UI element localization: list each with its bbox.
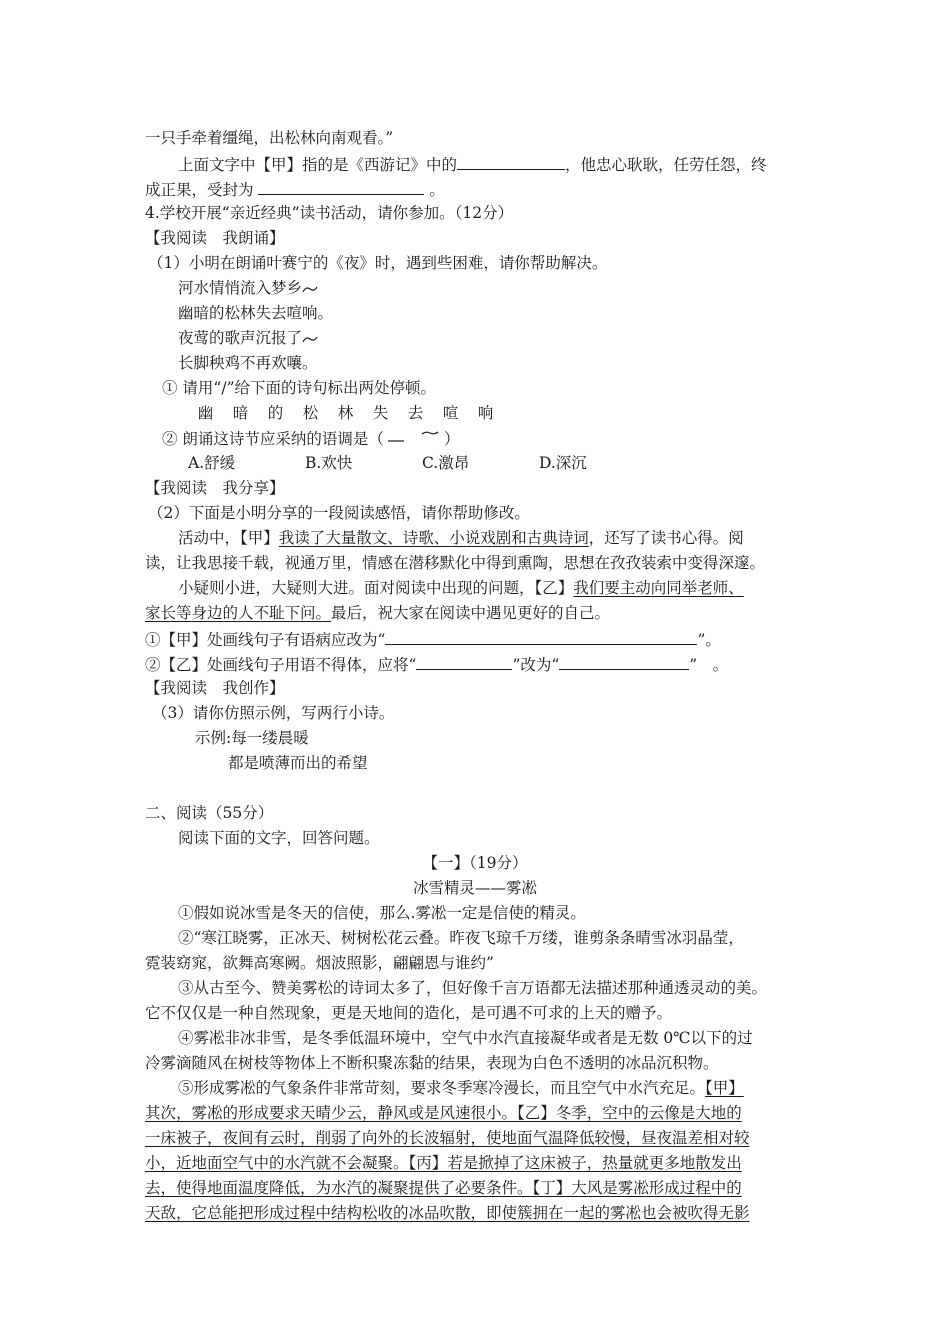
text: ”。 [697,631,721,649]
question-heading: 4.学校开展“亲近经典”读书活动，请你参加。（12分） [145,204,514,222]
section-heading: 二、阅读（55分） [145,804,274,822]
option-d[interactable]: D.深沉 [539,454,587,472]
part-heading: 【一】（19分） [422,854,528,872]
paragraph-line [178,578,744,598]
revision-question [145,653,728,675]
article-line [178,1078,744,1098]
paragraph-line [145,603,610,623]
text: ，他忠心耿耿，任劳任怨，终 [565,156,767,174]
revision-question [145,628,721,650]
example-line: 示例:每一缕晨暖 [195,729,309,747]
text: 活动中，【甲】 [178,529,279,547]
tone-mark-icon [302,283,318,295]
paragraph-line [178,528,744,548]
pause-char: 喧 [442,404,459,422]
poem-line [178,278,318,298]
underlined-article-line: 去，使得地面温度降低，为水汽的凝聚提供了必要条件。【丁】大风是雾凇形成过程中的 [145,1179,742,1197]
pause-char: 响 [477,404,494,422]
article-title: 冰雪精灵——雾凇 [412,879,537,897]
fill-question-line [178,153,767,175]
text: 小疑则小进，大疑则大进。面对阅读中出现的问题，【乙】 [178,579,574,597]
pause-line[interactable] [188,403,503,423]
answer-blank[interactable] [385,628,697,645]
sub-question: ① 请用“/”给下面的诗句标出两处停顿。 [162,379,436,397]
article-line: 冷雾滴随风在树枝等物体上不断积聚冻黏的结果，表现为白色不透明的冰品沉积物。 [145,1054,719,1072]
poem-text: 河水情悄流入梦乡 [178,279,303,297]
paragraph-line: 读，让我思接千载，视通万里，情感在潜移默化中得到熏陶，思想在孜孜装索中变得深邃。 [145,554,766,572]
question-text: （1）小明在朗诵叶赛宁的《夜》时，遇到些困难，请你帮助解决。 [148,254,608,272]
text-line: 一只手牵着缰绳，出松林向南观看。” [145,129,394,147]
question-text: （3）请你仿照示例，写两行小诗。 [152,704,395,722]
text: 上面文字中【甲】指的是《西游记》中的 [178,156,458,174]
text: ，还写了读书心得。阅 [588,529,744,547]
article-line: 它不仅仅是一种自然现象，更是天地间的造化，是可遇不可求的上天的赠予。 [145,1004,673,1022]
option-b[interactable]: B.欢快 [305,454,353,472]
text: ①【甲】处画线句子有语病应改为“ [145,631,386,649]
text: ⑤形成雾凇的气象条件非常苛刻，要求冬季寒冷漫长，而且空气中水汽充足。 [178,1079,706,1097]
pause-char: 暗 [232,404,249,422]
section-label: 【我阅读 我朗诵】 [145,229,285,247]
pause-char: 幽 [197,404,214,422]
section-label: 【我阅读 我创作】 [145,679,285,697]
poem-line: 幽暗的松林失去喧响。 [178,304,334,322]
tone-mark-icon [302,333,318,345]
question-text: （2）下面是小明分享的一段阅读感悟，请你帮助修改。 [148,504,530,522]
text: 成正果，受封为 [145,181,254,199]
option-a[interactable]: A.舒缓 [188,454,236,472]
underlined-sentence: 家长等身边的人不耻下问。 [145,604,332,622]
text: ②【乙】处画线句子用语不得体，应将“ [145,656,417,674]
poem-line: 长脚秧鸡不再欢嚷。 [178,354,318,372]
underlined-sentence: 我们要主动向同举老师、 [573,579,744,597]
options-row [188,453,656,473]
text: 最后，祝大家在阅读中遇见更好的自己。 [331,604,611,622]
pause-char: 失 [372,404,389,422]
underlined-article-line: 一床被子，夜间有云时，削弱了向外的长波辐射，使地面气温降低较慢，昼夜温差相对较 [145,1129,750,1147]
article-line: ④雾凇非冰非雪，是冬季低温环境中，空气中水汽直接凝华或者是无数 0℃以下的过 [178,1029,753,1047]
answer-blank[interactable] [559,653,689,670]
underlined-article-line: 天敌，它总能把形成过程中结构松收的冰品吹散，即使簇拥在一起的雾凇也会被吹得无影 [145,1204,750,1222]
section-label: 【我阅读 我分享】 [145,479,285,497]
answer-blank[interactable] [416,653,512,670]
underlined-article-line: 小，近地面空气中的水汽就不会凝聚。【丙】若是掀掉了这床被子，热量就更多地散发出 [145,1154,742,1172]
fill-question-line [145,178,445,200]
article-line: ②“寒江晓雾，正冰天、树树松花云叠。昨夜飞琼千万缕，谁剪条条晴雪冰羽晶莹， [178,929,744,947]
article-line: 霓装窈窕，欲舞高寒阙。烟波照影，翩翩恩与谁约” [145,954,494,972]
poem-text: 夜莺的歌声沉报了 [178,329,303,347]
instruction-line: 阅读下面的文字，回答问题。 [178,829,380,847]
article-line: ③从古至今、赞美雾松的诗词太多了，但好像千言万语都无法描述那种通透灵动的美。 [178,979,768,997]
option-c[interactable]: C.激昂 [422,454,470,472]
poem-line [178,328,318,348]
answer-slot[interactable] [384,428,444,444]
text: ） [443,430,460,448]
underlined-text: 【甲】 [705,1079,744,1097]
underlined-article-line: 其次，雾凇的形成要求天晴少云，静风或是风速很小。【乙】冬季，空中的云像是大地的 [145,1104,742,1122]
underlined-sentence: 我读了大量散文、诗歌、小说戏剧和古典诗词 [278,529,589,547]
text: ② 朗诵这诗节应采纳的语调是（ [162,430,384,448]
sub-question [162,428,459,449]
text: ” 。 [689,656,729,674]
pause-char: 去 [407,404,424,422]
article-line: ①假如说冰雪是冬天的信使，那么.雾凇一定是信使的精灵。 [178,904,586,922]
pause-char: 林 [337,404,354,422]
pause-char: 松 [302,404,319,422]
pause-char: 的 [267,404,284,422]
answer-blank[interactable] [457,153,565,170]
text: 。 [429,181,445,199]
text: ”改为“ [512,656,560,674]
example-line: 都是喷薄而出的希望 [228,754,368,772]
tone-mark-icon [384,428,444,444]
answer-blank[interactable] [258,178,424,195]
